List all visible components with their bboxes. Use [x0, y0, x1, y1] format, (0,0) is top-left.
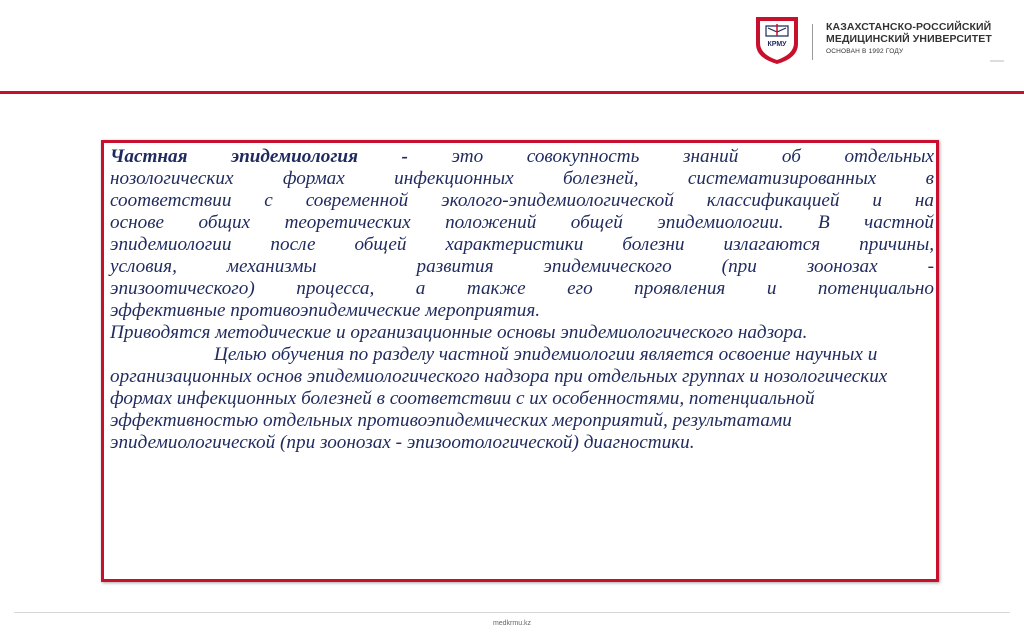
- university-name: [826, 21, 1024, 45]
- university-name-line1: КАЗАХСТАНСКО-РОССИЙСКИЙ: [826, 21, 992, 33]
- paragraph-3: Целью обучения по разделу частной эпидемиологии является освоение научных и организационных основ эпидемиологического надзора при отдельных группах и нозологических формах инфекционных болезней в соответствии с их особенностями, потенциальной эффективностью отдельных противоэпидемических мероприятий, результатами эпидемиологической (при зоонозах - эпизоотологической) диагностики.: [110, 344, 888, 453]
- slide-header: [0, 0, 1024, 92]
- text-line-8: эффективные противоэпидемические мероприятия.: [110, 300, 541, 321]
- text-line-2: нозологических формах инфекционных болезней, систематизированных в: [110, 168, 934, 189]
- content-box: [101, 140, 939, 582]
- text-line-6: условия, механизмы развития эпидемического (при зоонозах -: [110, 256, 934, 277]
- term: Частная эпидемиология -: [110, 146, 408, 167]
- text-line-5: эпидемиологии после общей характеристики болезни излагаются причины,: [110, 234, 934, 255]
- university-name-line2: МЕДИЦИНСКИЙ УНИВЕРСИТЕТ: [826, 33, 992, 45]
- svg-text:КРМУ: КРМУ: [767, 41, 787, 48]
- content-text: [110, 146, 934, 454]
- text-line-4: основе общих теоретических положений общей эпидемиологии. В частной: [110, 212, 934, 233]
- header-divider: [812, 24, 813, 60]
- text-line-7: эпизоотического) процесса, а также его проявления и потенциально: [110, 278, 934, 299]
- university-founded: ОСНОВАН В 1992 ГОДУ: [826, 48, 904, 55]
- footer-site: medkrmu.kz: [492, 620, 532, 627]
- university-logo: [752, 14, 802, 66]
- paragraph-2: Приводятся методические и организационные основы эпидемиологического надзора.: [110, 322, 808, 343]
- footer-rule: [14, 612, 1010, 613]
- header-red-rule: [0, 91, 1024, 94]
- text-line-3: соответствии с современной эколого-эпидемиологической классификацией и на: [110, 190, 934, 211]
- corner-mark: [990, 60, 1004, 62]
- text-line-1: Частная эпидемиология - это совокупность знаний об отдельных: [110, 146, 935, 167]
